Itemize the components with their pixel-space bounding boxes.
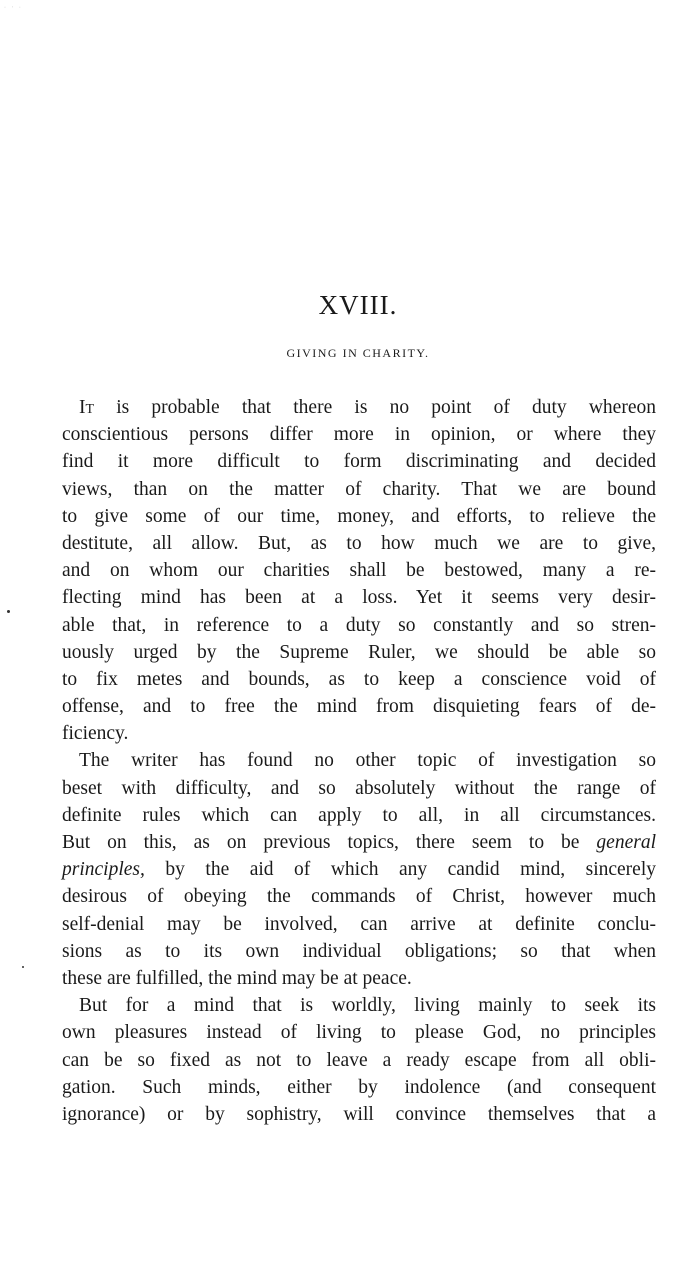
text-line: to fix metes and bounds, as to keep a conscience void of: [62, 668, 656, 690]
text-line: principles, by the aid of which any candid mind, sincerely: [62, 859, 656, 881]
text-line: But for a mind that is worldly, living mainly to seek its: [79, 995, 656, 1017]
text-line: flecting mind has been at a loss. Yet it seems very desir-: [62, 587, 656, 609]
chapter-number: XVIII.: [318, 290, 398, 320]
text-line: It is probable that there is no point of duty whereon: [79, 397, 656, 418]
margin-mark: [22, 966, 24, 968]
text-line: these are fulfilled, the mind may be at peace.: [62, 967, 412, 989]
text-line: conscientious persons differ more in opinion, or where they: [62, 424, 656, 446]
paragraph-3: [62, 992, 656, 1128]
paragraph-2: [62, 747, 656, 992]
text-line: ignorance) or by sophistry, will convince themselves that a: [62, 1103, 656, 1125]
text-line: The writer has found no other topic of investigation so: [79, 750, 656, 772]
text-line: sions as to its own individual obligations; so that when: [62, 940, 656, 962]
emphasis-text: general: [596, 832, 656, 853]
text-line: beset with difficulty, and so absolutely without the range of: [62, 777, 656, 799]
text-line: ficiency.: [62, 723, 129, 745]
chapter-title: GIVING IN CHARITY.: [286, 346, 430, 360]
text-line: definite rules which can apply to all, in all circumstances.: [62, 804, 656, 826]
text-line: destitute, all allow. But, as to how much we are to give,: [62, 532, 656, 554]
text-line: offense, and to free the mind from disquieting fears of de-: [62, 696, 656, 718]
text-line: But on this, as on previous topics, there seem to be general: [62, 832, 656, 853]
text-line: uously urged by the Supreme Ruler, we should be able so: [62, 641, 656, 663]
text-line: able that, in reference to a duty so constantly and so stren-: [62, 614, 656, 636]
text-line: to give some of our time, money, and efforts, to relieve the: [62, 505, 656, 527]
text-line: gation. Such minds, either by indolence (and consequent: [62, 1076, 656, 1098]
text-line: desirous of obeying the commands of Christ, however much: [62, 886, 656, 908]
text-line: find it more difficult to form discriminating and decided: [62, 451, 656, 473]
drop-word: It: [79, 397, 95, 418]
page-speckle-decoration: · ‧ ·: [4, 5, 23, 11]
text-line: views, than on the matter of charity. That we are bound: [62, 478, 656, 500]
text-line: and on whom our charities shall be bestowed, many a re-: [62, 560, 656, 582]
paragraph-1: [62, 394, 656, 747]
emphasis-text: principles,: [62, 859, 145, 881]
text-line: self-denial may be involved, can arrive at definite conclu-: [62, 913, 656, 935]
text-line: own pleasures instead of living to please God, no principles: [62, 1022, 656, 1044]
text-line: can be so fixed as not to leave a ready escape from all obli-: [62, 1049, 656, 1071]
chapter-body: [62, 394, 656, 1128]
margin-mark: [7, 610, 10, 613]
